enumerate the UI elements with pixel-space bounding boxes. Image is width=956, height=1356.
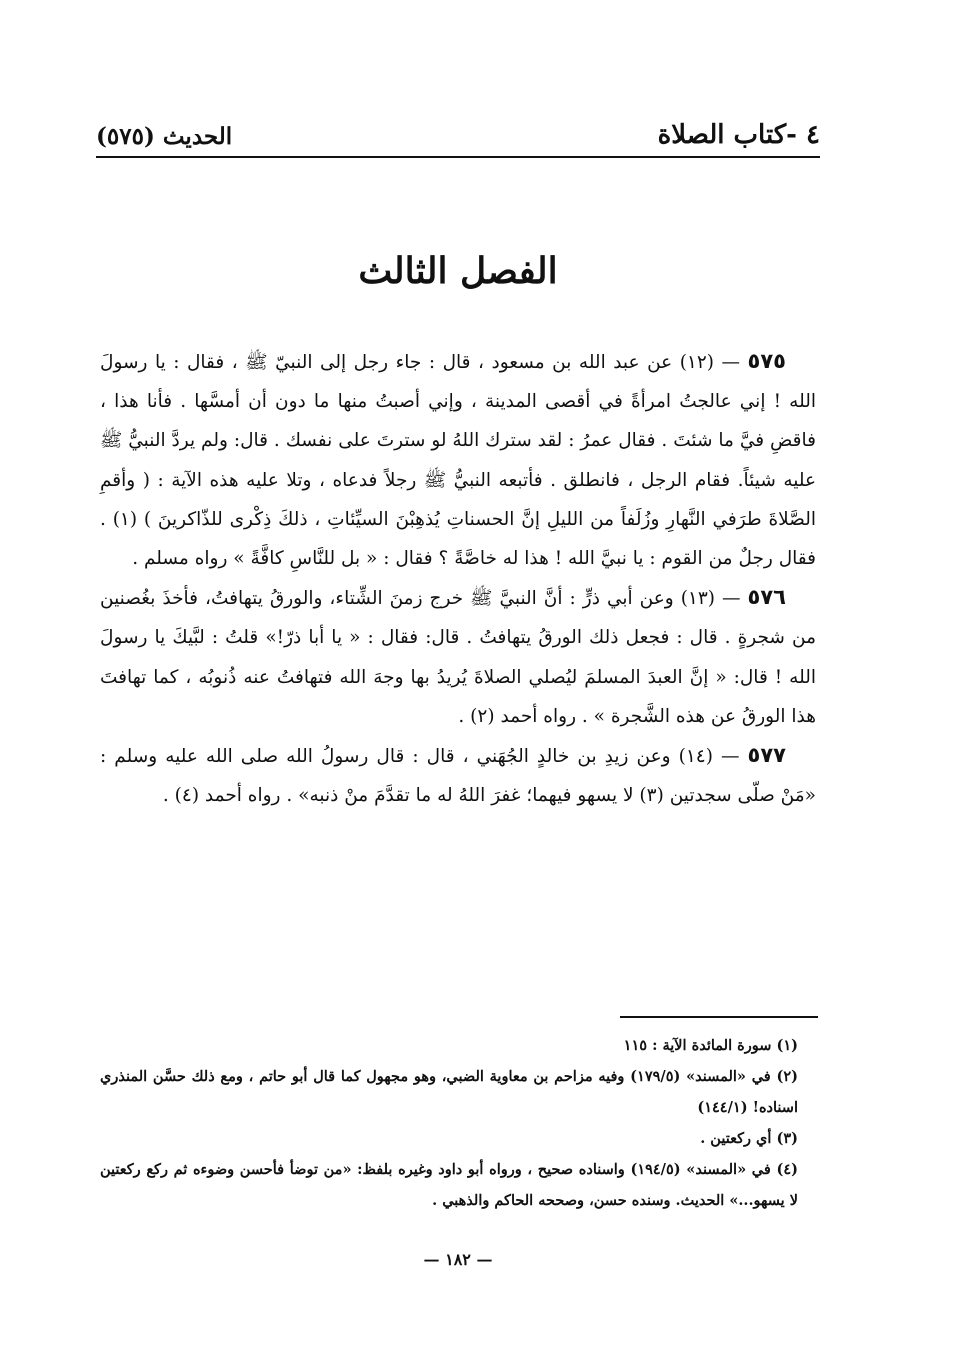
hadith-paragraph xyxy=(100,578,816,736)
footnote: (٣) أي ركعتين . xyxy=(700,1130,798,1147)
footnote-separator xyxy=(620,1016,818,1018)
hadith-text: — (١٢) عن عبد الله بن مسعود ، قال : جاء رجل إلى النبيّ ﷺ ، فقال : يا رسولَ الله ! إني عالجتُ امرأةً في أقصى المدينة ، وإني أصبتُ منها ما دون أن أمسَّها . فأنا هذا ، فاقضِ فيَّ ما شئتَ . فقال عمرُ : لقد سترك اللهُ لو سترتَ على نفسك . قال: ولم يردَّ النبيُّ ﷺ عليه شيئاً. فقام الرجل ، فانطلق . فأتبعه النبيُّ ﷺ رجلاً فدعاه ، وتلا عليه هذه الآية : ( وأقمِ الصَّلاةَ طرَفي النَّهارِ وزُلَفاً من الليلِ إنَّ الحسناتِ يُذهِبْنَ السيِّئاتِ ، ذلكَ ذِكْرى للذّاكرينَ ) (١) . فقال رجلٌ من القوم : يا نبيَّ الله ! هذا له خاصَّةً ؟ فقال : « بل للنَّاسِ كافَّةً » رواه مسلم . xyxy=(100,352,816,570)
running-header xyxy=(96,108,820,158)
hadith-number: ٥٧٥ xyxy=(747,349,786,373)
hadith-text: — (١٤) وعن زيدِ بن خالدٍ الجُهَني ، قال : قال رسولُ الله صلى الله عليه وسلم : «مَنْ صلّى سجدتين (٣) لا يسهو فيهما؛ غفرَ اللهُ له ما تقدَّمَ منْ ذنبه» . رواه أحمد (٤) . xyxy=(100,746,816,807)
hadith-text: — (١٣) وعن أبي ذرٍّ : أنَّ النبيَّ ﷺ خرج زمنَ الشِّتاء، والورقُ يتهافتُ، فأخذَ بغُصنين من شجرةٍ . قال : فجعل ذلك الورقُ يتهافتُ . قال: فقال : « يا أبا ذرّ!» قلتُ : لبَّيكَ يا رسولَ الله ! قال: « إنَّ العبدَ المسلمَ ليُصلي الصلاةَ يُريدُ بها وجهَ الله فتهافتُ عنه ذُنوبُه ، كما تهافتَ هذا الورقُ عن هذه الشَّجرة » . رواه أحمد (٢) . xyxy=(100,588,816,727)
hadith-paragraph xyxy=(100,342,816,578)
footnote: (٢) في «المسند» (١٧٩/٥) وفيه مزاحم بن معاوية الضبي، وهو مجهول كما قال أبو حاتم ، ومع ذلك حسَّن المنذري اسناده! (١٤٤/١) xyxy=(100,1068,798,1116)
section-title: الفصل الثالث xyxy=(358,250,558,292)
chapter-title: ٤ -كتاب الصلاة xyxy=(657,120,820,150)
hadith-reference: الحديث (٥٧٥) xyxy=(96,123,233,150)
footnotes xyxy=(100,1030,816,1216)
page-number: — ١٨٢ — xyxy=(423,1250,493,1269)
hadith-paragraph xyxy=(100,736,816,815)
hadith-number: ٥٧٧ xyxy=(747,743,786,768)
footnote: (٤) في «المسند» (١٩٤/٥) واسناده صحيح ، ورواه أبو داود وغيره بلفظ: «من توضأ فأحسن وضوءه ثم ركع ركعتين لا يسهو...» الحديث. وسنده حسن، وصححه الحاكم والذهبي . xyxy=(100,1161,798,1209)
main-text xyxy=(100,342,816,815)
footnote: (١) سورة المائدة الآية : ١١٥ xyxy=(623,1037,798,1054)
hadith-number: ٥٧٦ xyxy=(747,585,786,610)
